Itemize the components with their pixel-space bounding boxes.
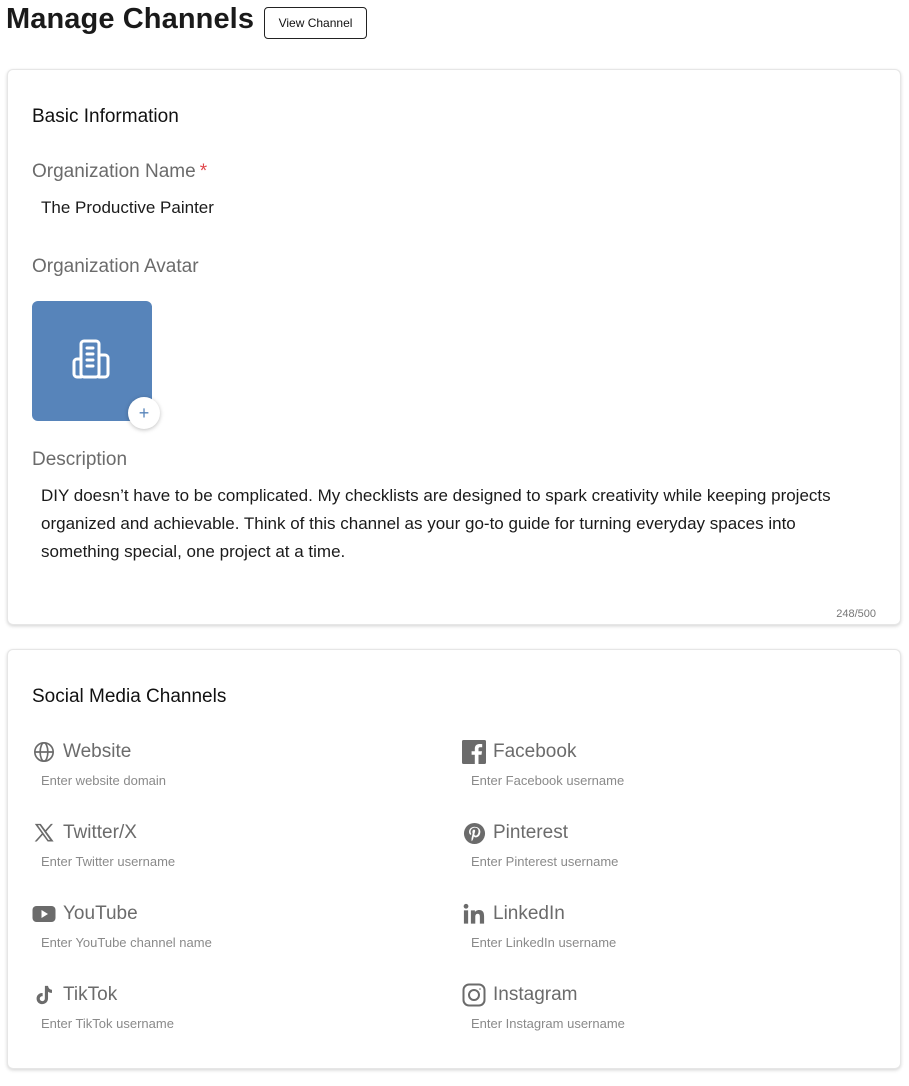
youtube-icon [32, 902, 56, 926]
add-avatar-button[interactable]: + [128, 397, 160, 429]
organization-name-label-text: Organization Name [32, 161, 196, 182]
page-title: Manage Channels [6, 3, 255, 35]
organization-avatar-label: Organization Avatar [32, 256, 199, 277]
facebook-label: Facebook [493, 741, 577, 762]
website-label: Website [63, 741, 132, 762]
social-instagram [462, 982, 577, 1008]
pinterest-label: Pinterest [493, 822, 568, 843]
youtube-input[interactable] [41, 935, 421, 950]
social-pinterest [462, 820, 568, 846]
organization-name-field[interactable]: The Productive Painter [41, 198, 214, 217]
website-input[interactable] [41, 773, 421, 788]
social-media-title: Social Media Channels [32, 686, 227, 707]
social-media-card [7, 649, 901, 1069]
basic-information-card [7, 69, 901, 625]
pinterest-input[interactable] [471, 854, 851, 869]
instagram-input[interactable] [471, 1016, 851, 1031]
pinterest-icon [462, 821, 486, 845]
social-facebook [462, 739, 576, 765]
linkedin-input[interactable] [471, 935, 851, 950]
instagram-label: Instagram [493, 984, 578, 1005]
description-field[interactable]: DIY doesn’t have to be complicated. My checklists are designed to spark creativity while keeping projects organized and achievable. Think of this channel as your go-to guide for turning everyday spaces into something special, one project at a time. [41, 486, 831, 561]
basic-information-title: Basic Information [32, 106, 179, 127]
social-tiktok [32, 982, 117, 1008]
tiktok-input[interactable] [41, 1016, 421, 1031]
tiktok-label: TikTok [63, 984, 118, 1005]
description-label: Description [32, 449, 128, 470]
page-header [6, 0, 254, 40]
x-icon [32, 821, 56, 845]
description-char-count: 248/500 [836, 608, 876, 620]
social-website [32, 739, 131, 765]
instagram-icon [462, 983, 486, 1007]
facebook-input[interactable] [471, 773, 851, 788]
social-linkedin [462, 901, 565, 927]
social-youtube [32, 901, 138, 927]
tiktok-icon [32, 983, 56, 1007]
globe-icon [32, 740, 56, 764]
linkedin-icon [462, 902, 486, 926]
youtube-label: YouTube [63, 903, 138, 924]
view-channel-button[interactable]: View Channel [264, 7, 367, 39]
required-mark: * [199, 161, 208, 182]
facebook-icon [462, 740, 486, 764]
linkedin-label: LinkedIn [493, 903, 565, 924]
social-twitter [32, 820, 137, 846]
building-icon [69, 336, 115, 387]
organization-name-label [32, 161, 207, 183]
twitter-label: Twitter/X [63, 822, 137, 843]
twitter-input[interactable] [41, 854, 421, 869]
